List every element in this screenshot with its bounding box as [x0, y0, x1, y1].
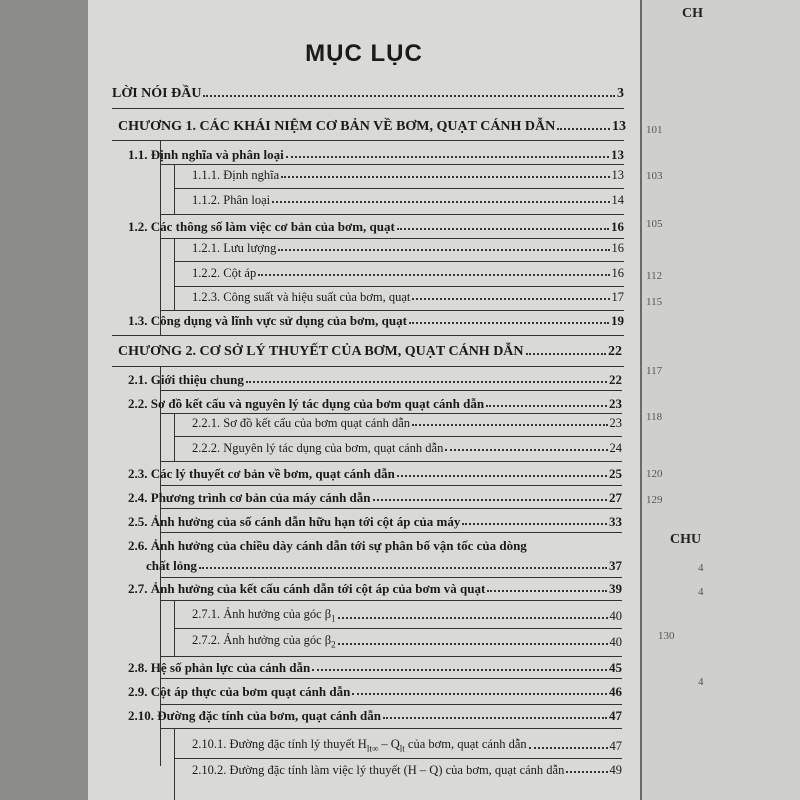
toc-entry-1-2[interactable] — [128, 219, 624, 235]
adjacent-number: 129 — [646, 494, 663, 506]
divider — [174, 628, 622, 629]
divider — [174, 436, 622, 437]
toc-page-number: 39 — [609, 581, 622, 596]
divider — [160, 310, 624, 311]
divider — [112, 140, 624, 141]
toc-entry-text: 1.3. Công dụng và lĩnh vực sử dụng của bơm, quạt — [128, 313, 407, 328]
adjacent-number: 120 — [646, 468, 663, 480]
adjacent-page — [640, 0, 800, 800]
toc-page-number: 47 — [609, 738, 622, 753]
adjacent-number: 118 — [646, 411, 663, 423]
toc-page-number: 27 — [609, 490, 622, 505]
adjacent-number: 112 — [646, 270, 663, 282]
toc-entry-text: 2.8. Hệ số phản lực của cánh dẫn — [128, 660, 311, 675]
bracket-vertical — [174, 164, 175, 214]
toc-entry-text: CHƯƠNG 1. CÁC KHÁI NIỆM CƠ BẢN VỀ BƠM, QUẠT CÁNH DẪN — [118, 119, 556, 134]
leader-dots — [281, 176, 609, 178]
leader-dots — [272, 201, 609, 203]
toc-page-number: 17 — [611, 290, 624, 304]
divider — [112, 335, 624, 336]
leader-dots — [373, 499, 607, 501]
toc-page-number: 33 — [609, 514, 622, 529]
toc-entry-text: 1.2. Các thông số làm việc cơ bản của bơm, quạt — [128, 219, 395, 234]
toc-page-number: 25 — [609, 466, 622, 481]
leader-dots — [278, 249, 609, 251]
toc-page-number: 16 — [611, 266, 624, 280]
leader-dots — [258, 274, 609, 276]
toc-entry-2-1[interactable] — [128, 372, 622, 388]
toc-entry-text: LỜI NÓI ĐẦU — [112, 86, 202, 101]
adjacent-number: 103 — [646, 170, 663, 182]
toc-entry-text: 2.7. Ảnh hưởng của kết cấu cánh dẫn tới cột áp của bơm và quạt — [128, 581, 486, 596]
divider — [160, 461, 622, 462]
toc-page-number: 19 — [611, 313, 624, 328]
toc-page-number: 47 — [609, 708, 622, 723]
leader-dots — [352, 693, 607, 695]
toc-entry-chapter-2[interactable] — [118, 344, 622, 360]
toc-entry-text: 2.10. Đường đặc tính của bơm, quạt cánh dẫn — [128, 708, 382, 723]
toc-page-number: 24 — [609, 441, 622, 455]
adjacent-number: 101 — [646, 124, 663, 136]
divider — [160, 238, 624, 239]
divider — [160, 532, 622, 533]
toc-entry-text: 2.7.1. Ảnh hưởng của góc $\beta_1$ — [192, 607, 336, 624]
leader-dots — [397, 228, 609, 230]
leader-dots — [557, 128, 610, 130]
toc-page-number: 45 — [609, 660, 622, 675]
adjacent-number: 130 — [658, 630, 675, 642]
toc-page-number: 13 — [611, 147, 624, 162]
toc-page-number: 13 — [611, 168, 624, 182]
toc-entry-2-6-line-1[interactable]: 2.6. Ảnh hưởng của chiều dày cánh dẫn tới sự phân bố vận tốc của dòng — [128, 538, 527, 553]
divider — [160, 214, 624, 215]
toc-entry-foreword[interactable] — [112, 86, 624, 102]
toc-entry-text: 2.4. Phương trình cơ bản của máy cánh dẫn — [128, 490, 371, 505]
leader-dots — [203, 95, 615, 97]
leader-dots — [462, 523, 607, 525]
divider — [174, 261, 624, 262]
toc-entry-text: 1.2.1. Lưu lượng — [192, 241, 277, 255]
toc-page-number: 16 — [611, 241, 624, 255]
divider — [160, 485, 622, 486]
toc-entry-text: chất lỏng — [146, 558, 197, 573]
toc-page-number: 14 — [611, 193, 624, 207]
divider — [160, 508, 622, 509]
toc-page-number: 49 — [609, 763, 622, 777]
leader-dots — [412, 424, 607, 426]
divider — [174, 286, 624, 287]
toc-entry-text: 2.9. Cột áp thực của bơm quạt cánh dẫn — [128, 684, 351, 699]
toc-entry-1-1-1[interactable] — [192, 168, 624, 183]
leader-dots — [445, 449, 607, 451]
divider — [160, 678, 622, 679]
toc-entry-2-10-2[interactable] — [192, 763, 622, 778]
toc-entry-text: 2.2.1. Sơ đồ kết cấu của bơm quạt cánh dẫn — [192, 416, 411, 430]
toc-entry-2-10-1[interactable] — [192, 737, 622, 754]
leader-dots — [312, 669, 607, 671]
toc-entry-text: 2.2.2. Nguyên lý tác dụng của bơm, quạt cánh dẫn — [192, 441, 444, 455]
toc-entry-2-7-1[interactable] — [192, 607, 622, 624]
toc-entry-2-9[interactable] — [128, 684, 622, 700]
adjacent-number: 117 — [646, 365, 663, 377]
toc-entry-text: 2.2. Sơ đồ kết cấu và nguyên lý tác dụng của bơm quạt cánh dẫn — [128, 396, 485, 411]
toc-entry-1-1-2[interactable] — [192, 193, 624, 208]
toc-page-number: 22 — [609, 372, 622, 387]
toc-entry-1-2-2[interactable] — [192, 266, 624, 281]
leader-dots — [397, 475, 607, 477]
toc-page-number: 22 — [608, 344, 622, 359]
adjacent-number: 4 — [698, 676, 704, 688]
toc-entry-1-2-1[interactable] — [192, 241, 624, 256]
divider — [160, 656, 622, 657]
divider — [160, 164, 624, 165]
toc-entry-text: 2.5. Ảnh hưởng của số cánh dẫn hữu hạn tới cột áp của máy — [128, 514, 461, 529]
leader-dots — [383, 717, 607, 719]
toc-entry-2-6[interactable] — [146, 558, 622, 574]
toc-entry-text: 1.2.3. Công suất và hiệu suất của bơm, quạt — [192, 290, 411, 304]
divider — [112, 366, 624, 367]
toc-entry-text: 2.10.1. Đường đặc tính lý thuyết $H_{lt\infty} - Q_{lt}$ của bơm, quạt cánh dẫn — [192, 737, 527, 754]
divider — [160, 600, 622, 601]
adjacent-number: 4 — [698, 562, 704, 574]
toc-entry-2-2-1[interactable] — [192, 416, 622, 431]
adjacent-number: 4 — [698, 586, 704, 598]
toc-entry-2-4[interactable] — [128, 490, 622, 506]
bracket-vertical — [174, 728, 175, 800]
divider — [174, 188, 624, 189]
toc-entry-1-3[interactable] — [128, 313, 624, 329]
leader-dots — [199, 567, 607, 569]
toc-entry-text: 1.1. Định nghĩa và phân loại — [128, 147, 284, 162]
toc-entry-text: CHƯƠNG 2. CƠ SỞ LÝ THUYẾT CỦA BƠM, QUẠT CÁNH DẪN — [118, 344, 524, 359]
leader-dots — [529, 747, 608, 749]
toc-page — [88, 0, 640, 800]
toc-entry-2-5[interactable] — [128, 514, 622, 530]
leader-dots — [486, 405, 607, 407]
leader-dots — [246, 381, 607, 383]
toc-entry-2-7-2[interactable] — [192, 633, 622, 650]
toc-page-number: 23 — [609, 416, 622, 430]
divider — [160, 413, 622, 414]
toc-entry-text: 2.1. Giới thiệu chung — [128, 372, 244, 387]
leader-dots — [566, 771, 607, 773]
toc-entry-chapter-1[interactable] — [118, 119, 626, 135]
toc-entry-text: 1.2.2. Cột áp — [192, 266, 257, 280]
adjacent-number: 115 — [646, 296, 663, 308]
toc-entry-text: 2.7.2. Ảnh hưởng của góc $\beta_2$ — [192, 633, 336, 650]
toc-entry-text: 2.3. Các lý thuyết cơ bản về bơm, quạt cánh dẫn — [128, 466, 395, 481]
divider — [160, 390, 622, 391]
toc-page-number: 37 — [609, 558, 622, 573]
divider — [112, 108, 624, 109]
bracket-vertical — [174, 413, 175, 461]
leader-dots — [526, 353, 606, 355]
toc-entry-text: 1.1.1. Định nghĩa — [192, 168, 280, 182]
adjacent-heading-top: CH — [682, 6, 703, 21]
toc-entry-2-8[interactable] — [128, 660, 622, 676]
adjacent-number: 105 — [646, 218, 663, 230]
page-title: MỤC LỤC — [305, 40, 423, 67]
toc-page-number: 23 — [609, 396, 622, 411]
toc-entry-2-2[interactable] — [128, 396, 622, 412]
leader-dots — [286, 156, 609, 158]
toc-page-number: 13 — [612, 119, 626, 134]
toc-entry-2-7[interactable] — [128, 581, 622, 597]
leader-dots — [338, 643, 608, 645]
leader-dots — [338, 617, 608, 619]
toc-entry-2-2-2[interactable] — [192, 441, 622, 456]
divider — [174, 758, 622, 759]
bracket-vertical — [174, 238, 175, 310]
leader-dots — [409, 322, 609, 324]
adjacent-heading-mid: CHU — [670, 532, 702, 547]
toc-page-number: 16 — [611, 219, 624, 234]
toc-page-number: 40 — [609, 608, 622, 623]
divider — [160, 728, 622, 729]
divider — [160, 577, 622, 578]
divider — [160, 704, 622, 705]
leader-dots — [487, 590, 607, 592]
leader-dots — [412, 298, 609, 300]
toc-entry-1-1[interactable] — [128, 147, 624, 163]
toc-page-number: 40 — [609, 634, 622, 649]
toc-entry-text: 2.10.2. Đường đặc tính làm việc lý thuyết (H – Q) của bơm, quạt cánh dẫn — [192, 763, 565, 777]
toc-entry-2-3[interactable] — [128, 466, 622, 482]
toc-page-number: 3 — [617, 86, 624, 101]
toc-entry-text: 1.1.2. Phân loại — [192, 193, 271, 207]
toc-entry-1-2-3[interactable] — [192, 290, 624, 305]
toc-entry-2-10[interactable] — [128, 708, 622, 724]
toc-page-number: 46 — [609, 684, 622, 699]
